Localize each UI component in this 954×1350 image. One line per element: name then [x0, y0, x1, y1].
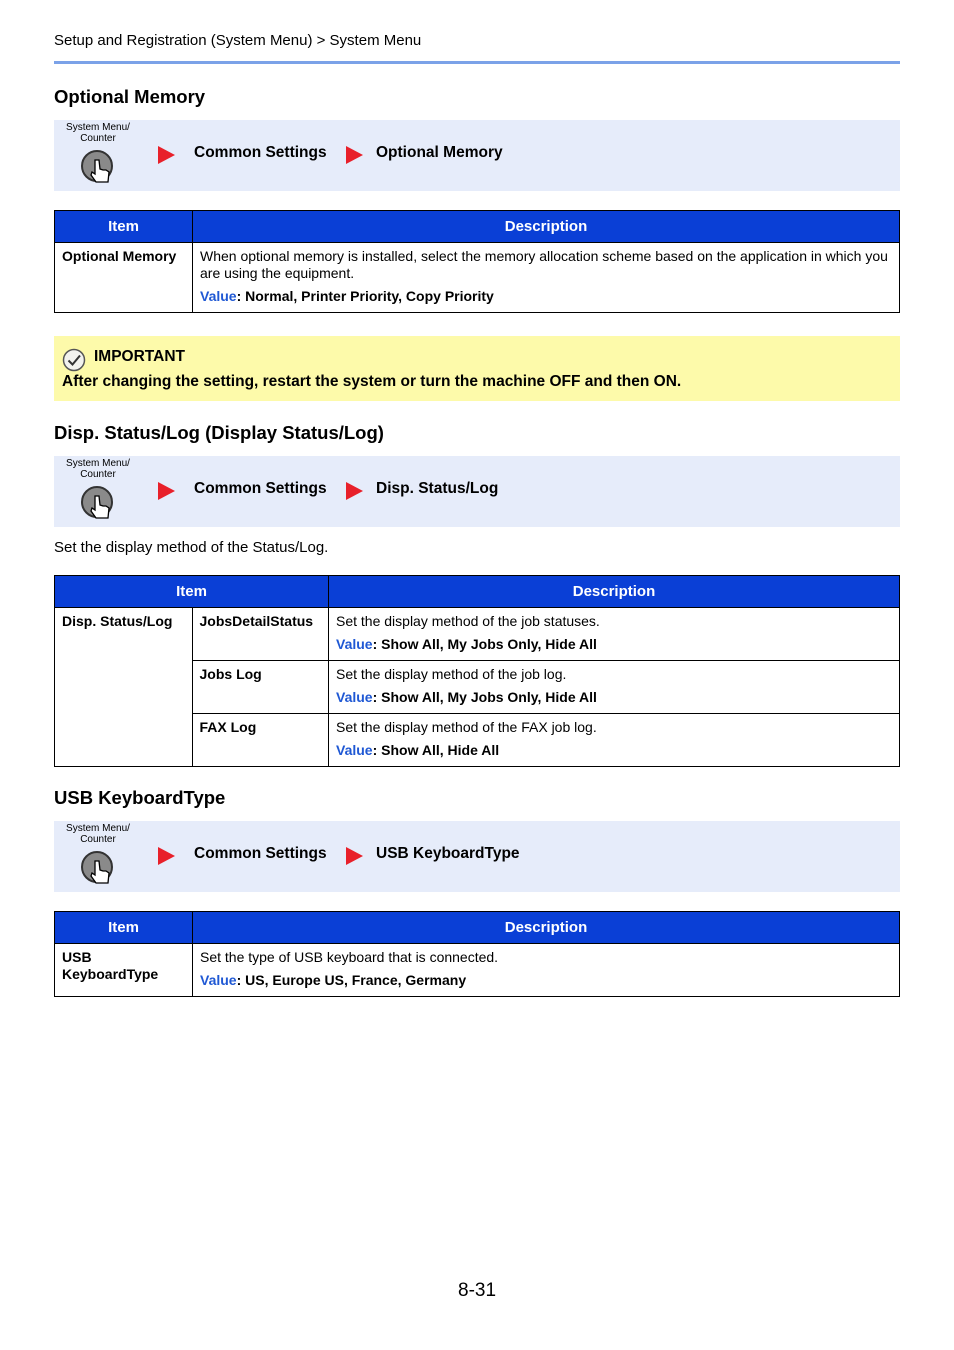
description-text: When optional memory is installed, select the memory allocation scheme based on the application in which you are using the equipment.	[200, 248, 888, 281]
table-header-item: Item	[55, 211, 193, 243]
description-cell	[193, 243, 900, 313]
description-cell	[329, 714, 900, 767]
item-cell: Optional Memory	[55, 243, 193, 313]
settings-table-optional-memory	[54, 210, 900, 313]
page-number: 8-31	[458, 1280, 497, 1301]
description-text: Set the display method of the FAX job log.	[336, 719, 597, 735]
item-cell: JobsDetailStatus	[192, 608, 329, 661]
value-line: Value: Show All, Hide All	[336, 742, 500, 758]
table-header-item: Item	[55, 576, 329, 608]
arrow-icon	[346, 146, 363, 164]
section-title-usb-keyboardtype: USB KeyboardType	[54, 787, 226, 808]
value-line: Value: US, Europe US, France, Germany	[200, 972, 467, 988]
description-cell	[193, 944, 900, 997]
section-intro: Set the display method of the Status/Log.	[54, 539, 329, 556]
path-step-1: Common Settings	[194, 845, 327, 862]
table-header-description: Description	[329, 576, 900, 608]
path-step-2: Optional Memory	[376, 144, 503, 161]
group-item-cell: Disp. Status/Log	[55, 608, 193, 767]
table-row	[55, 608, 900, 661]
value-line: Value: Show All, My Jobs Only, Hide All	[336, 636, 597, 652]
description-text: Set the display method of the job statuses.	[336, 613, 600, 629]
nav-path-optional-memory	[54, 120, 900, 191]
path-step-1: Common Settings	[194, 480, 327, 497]
item-cell: FAX Log	[192, 714, 329, 767]
description-text: Set the type of USB keyboard that is connected.	[200, 949, 499, 965]
system-menu-key-label: System Menu/ Counter	[66, 458, 130, 480]
nav-path-usb-keyboardtype	[54, 821, 900, 892]
important-notice	[54, 336, 900, 401]
settings-table-disp-status-log	[54, 575, 900, 767]
header-divider	[54, 61, 900, 64]
value-line: Value: Show All, My Jobs Only, Hide All	[336, 689, 597, 705]
description-cell	[329, 608, 900, 661]
system-menu-key-label: System Menu/ Counter	[66, 823, 130, 845]
table-header-item: Item	[55, 912, 193, 944]
system-menu-key-label: System Menu/ Counter	[66, 122, 130, 144]
arrow-icon	[158, 847, 175, 865]
path-step-1: Common Settings	[194, 144, 327, 161]
important-title: IMPORTANT	[94, 348, 185, 365]
arrow-icon	[346, 482, 363, 500]
path-step-2: Disp. Status/Log	[376, 480, 499, 497]
table-header-description: Description	[193, 912, 900, 944]
system-menu-key-icon	[80, 851, 116, 887]
system-menu-key-icon	[80, 150, 116, 186]
item-cell: USB KeyboardType	[55, 944, 193, 997]
table-header-description: Description	[193, 211, 900, 243]
nav-path-disp-status-log	[54, 456, 900, 527]
value-line: Value: Normal, Printer Priority, Copy Priority	[200, 288, 494, 304]
section-title-disp-status-log: Disp. Status/Log (Display Status/Log)	[54, 422, 384, 443]
arrow-icon	[158, 146, 175, 164]
system-menu-key-icon	[80, 486, 116, 522]
section-title-optional-memory: Optional Memory	[54, 86, 206, 107]
table-row	[55, 944, 900, 997]
arrow-icon	[346, 847, 363, 865]
path-step-2: USB KeyboardType	[376, 845, 520, 862]
arrow-icon	[158, 482, 175, 500]
important-text: After changing the setting, restart the system or turn the machine OFF and then ON.	[62, 373, 682, 390]
table-row	[55, 243, 900, 313]
check-icon	[62, 348, 86, 372]
item-cell: Jobs Log	[192, 661, 329, 714]
settings-table-usb-keyboardtype	[54, 911, 900, 997]
description-cell	[329, 661, 900, 714]
breadcrumb: Setup and Registration (System Menu) > System Menu	[54, 32, 422, 49]
description-text: Set the display method of the job log.	[336, 666, 567, 682]
